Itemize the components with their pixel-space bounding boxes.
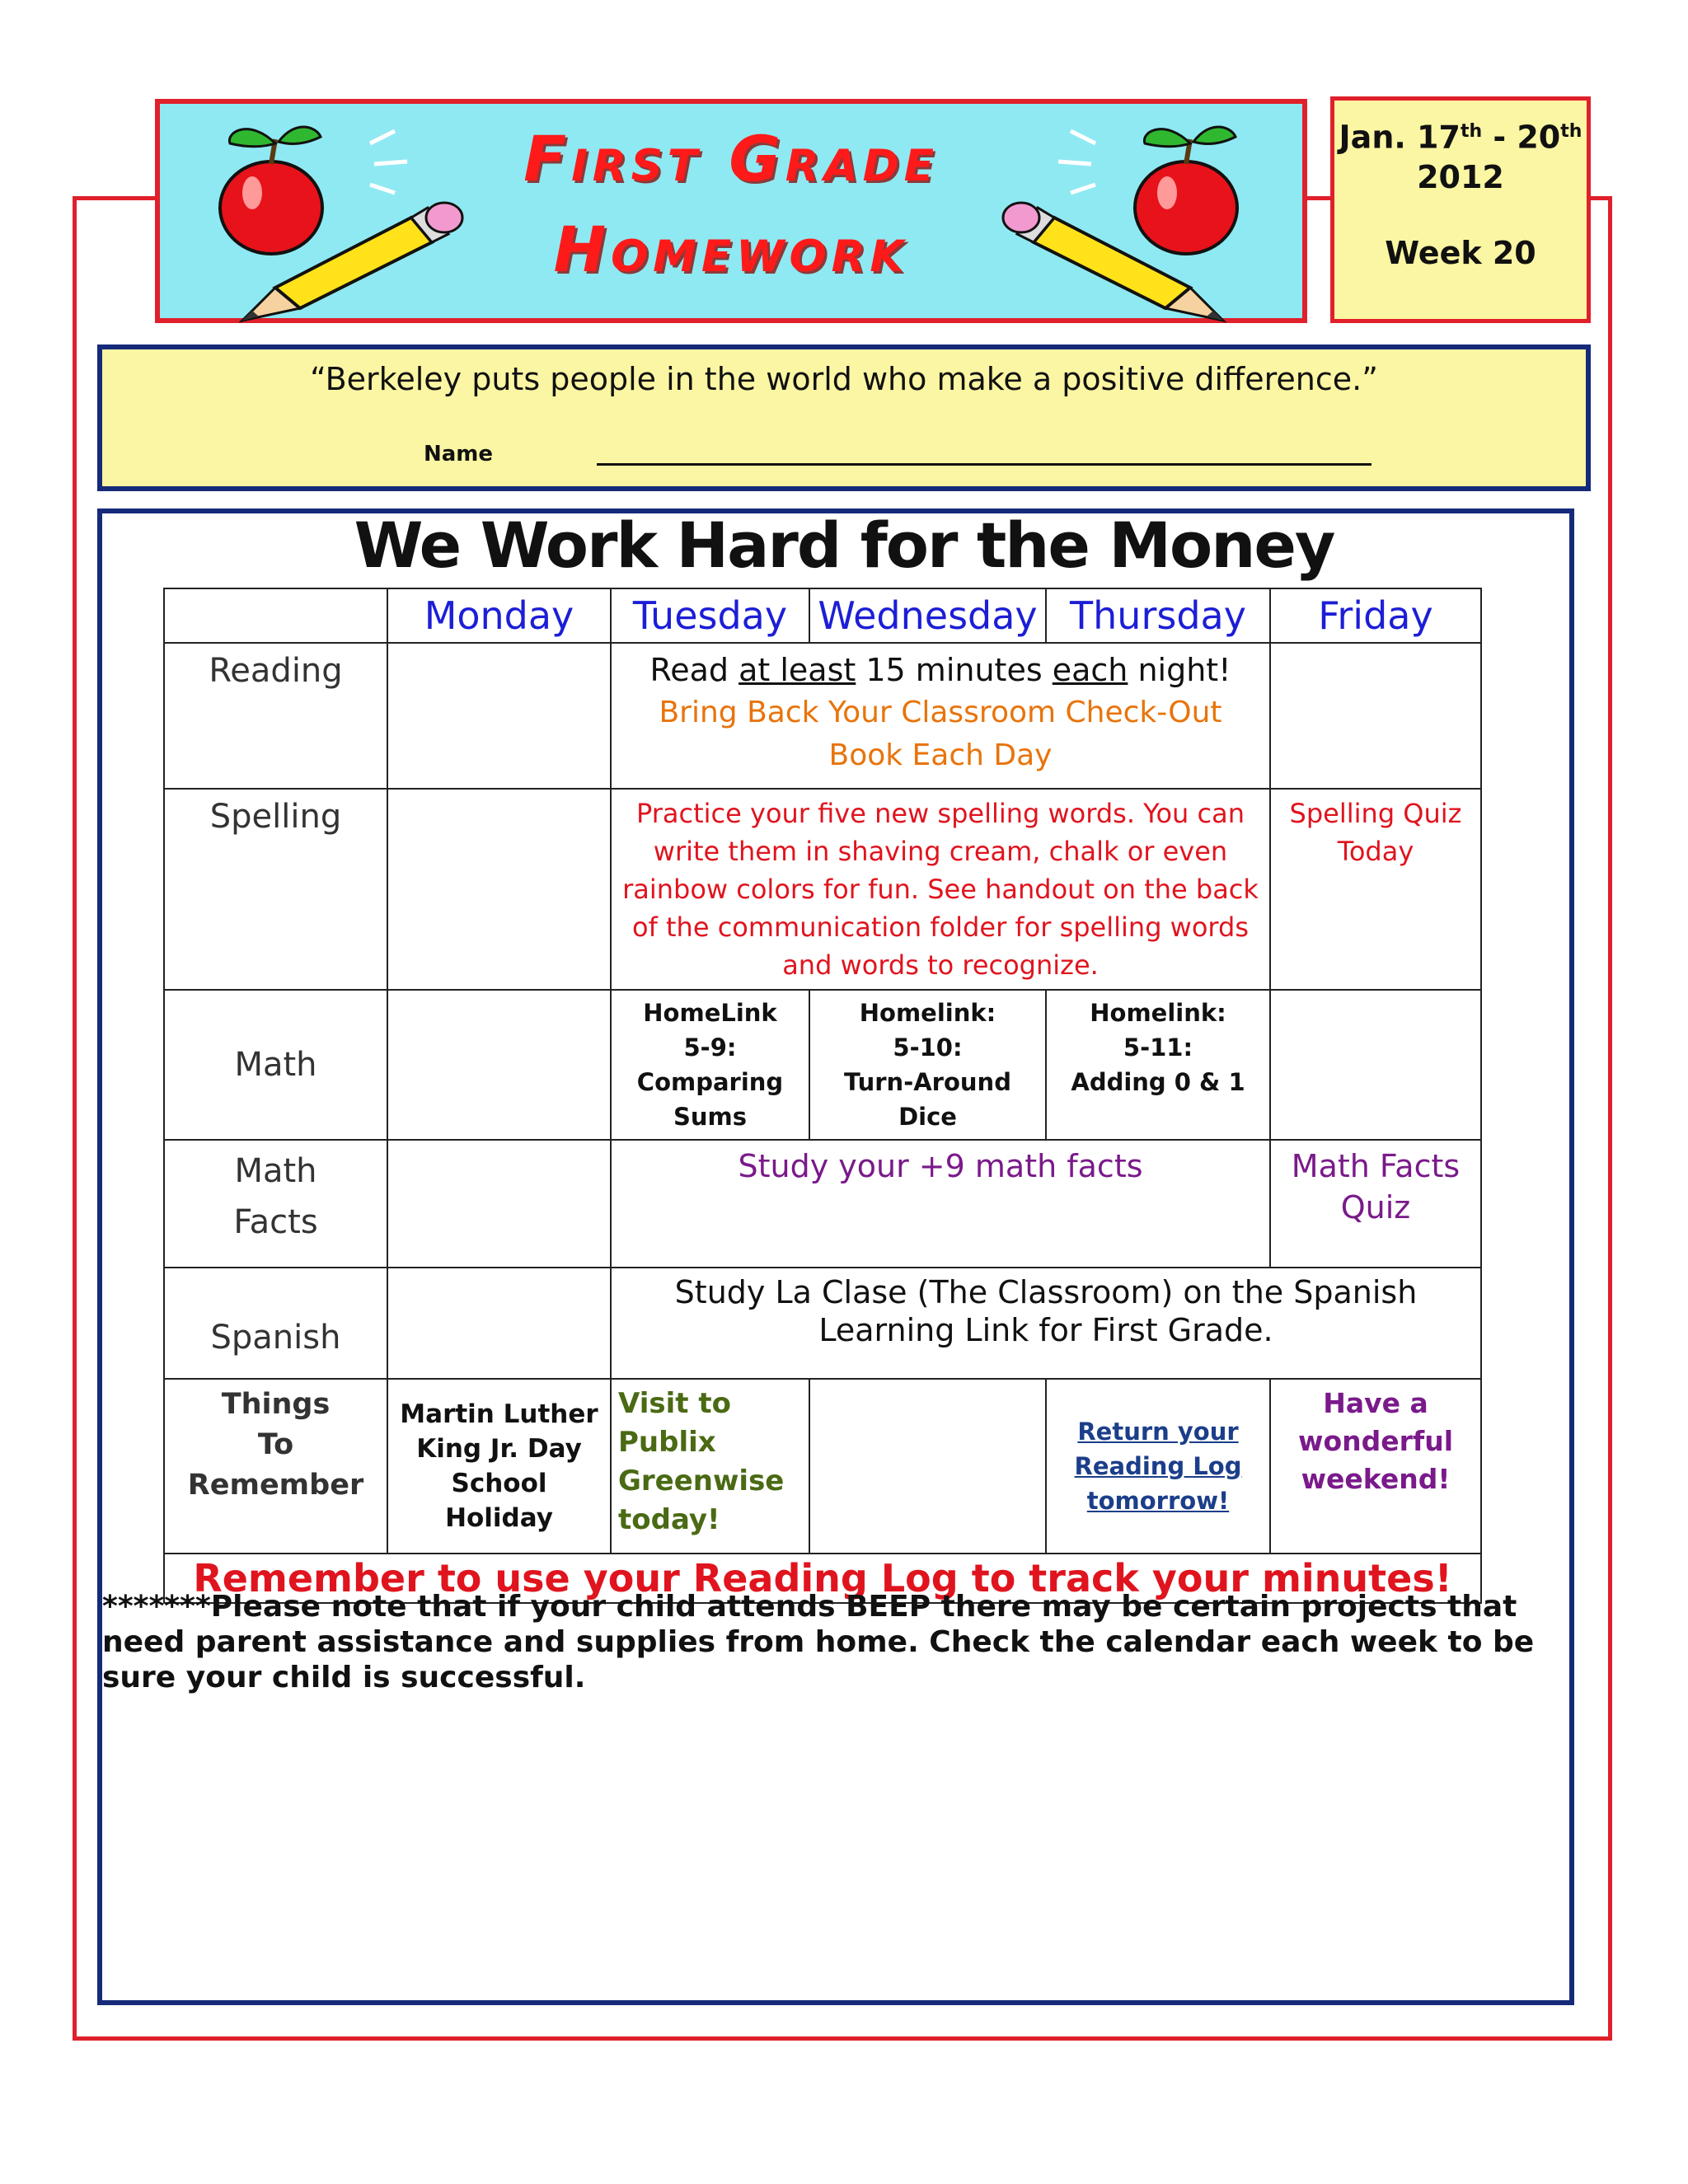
math-thursday: Homelink: 5-11: Adding 0 & 1 <box>1046 990 1270 1140</box>
reading-log-banner: Remember to use your Reading Log to track your minutes! <box>164 1554 1481 1603</box>
math-row <box>164 990 1481 1140</box>
day-monday: Monday <box>387 588 611 643</box>
mlk-holiday: Martin Luther King Jr. Day School Holiday <box>387 1379 611 1554</box>
date-range: Jan. 17th - 20th <box>1339 119 1582 156</box>
date-year: 2012 <box>1417 158 1504 195</box>
spanish-row <box>164 1268 1481 1379</box>
things-row <box>164 1379 1481 1554</box>
subject-spelling: Spelling <box>164 789 387 990</box>
math-monday <box>387 990 611 1140</box>
motto-box <box>97 344 1591 491</box>
math-facts-monday <box>387 1140 611 1268</box>
week-number: Week 20 <box>1385 234 1536 271</box>
day-thursday: Thursday <box>1046 588 1270 643</box>
math-wednesday: Homelink: 5-10: Turn-Around Dice <box>809 990 1046 1140</box>
math-tuesday: HomeLink 5-9: Comparing Sums <box>611 990 809 1140</box>
date-box <box>1330 96 1591 323</box>
corner-cell <box>164 588 387 643</box>
reading-log-reminder: Return your Reading Log tomorrow! <box>1046 1379 1270 1554</box>
weekend-wish: Have a wonderful weekend! <box>1270 1379 1481 1554</box>
motto-quote: “Berkeley puts people in the world who make a positive difference.” <box>310 361 1378 397</box>
homework-table <box>163 588 1482 1604</box>
beep-note: *******Please note that if your child attends BEEP there may be certain projects that need parent assistance and supplies from home. Check the calendar each week to be sure your child is successful. <box>102 1590 1535 1694</box>
day-tuesday: Tuesday <box>611 588 809 643</box>
spelling-practice: Practice your five new spelling words. You can write them in shaving cream, chalk or even rainbow colors for fun. See handout on the back of the communication folder for spelling words and words to recognize. <box>611 789 1270 990</box>
subject-spanish: Spanish <box>164 1268 387 1379</box>
page-title: We Work Hard for the Money <box>354 509 1334 582</box>
name-label: Name <box>424 442 494 466</box>
reading-row <box>164 643 1481 789</box>
reading-instruction: Read at least 15 minutes each night! <box>649 652 1231 688</box>
bring-back-book: Bring Back Your Classroom Check-Out Book Each Day <box>659 696 1222 772</box>
subject-reading: Reading <box>164 643 387 789</box>
name-write-line <box>597 463 1372 466</box>
spanish-study: Study La Clase (The Classroom) on the Spanish Learning Link for First Grade. <box>611 1268 1481 1379</box>
apple-icon <box>1135 127 1237 254</box>
banner-title-line1: First Grade <box>523 122 939 195</box>
spelling-row <box>164 789 1481 990</box>
header-banner <box>155 99 1307 323</box>
subject-math-facts: Math Facts <box>164 1140 387 1268</box>
spelling-quiz: Spelling Quiz Today <box>1270 789 1481 990</box>
apple-pencil-right-clipart <box>992 110 1273 325</box>
day-header-row <box>164 588 1481 643</box>
math-facts-quiz: Math Facts Quiz <box>1270 1140 1481 1268</box>
things-wednesday <box>809 1379 1046 1554</box>
day-friday: Friday <box>1270 588 1481 643</box>
banner-title-line2: Homework <box>553 213 909 286</box>
subject-math: Math <box>164 990 387 1140</box>
shine-lines-icon <box>1058 131 1095 193</box>
spanish-monday <box>387 1268 611 1379</box>
math-friday <box>1270 990 1481 1140</box>
math-facts-row <box>164 1140 1481 1268</box>
reading-monday <box>387 643 611 789</box>
reading-friday <box>1270 643 1481 789</box>
subject-things-to-remember: Things To Remember <box>164 1379 387 1554</box>
reading-tue-thu <box>611 643 1270 789</box>
spelling-monday <box>387 789 611 990</box>
publix-visit: Visit to Publix Greenwise today! <box>611 1379 809 1554</box>
math-facts-study: Study your +9 math facts <box>611 1140 1270 1268</box>
day-wednesday: Wednesday <box>809 588 1046 643</box>
